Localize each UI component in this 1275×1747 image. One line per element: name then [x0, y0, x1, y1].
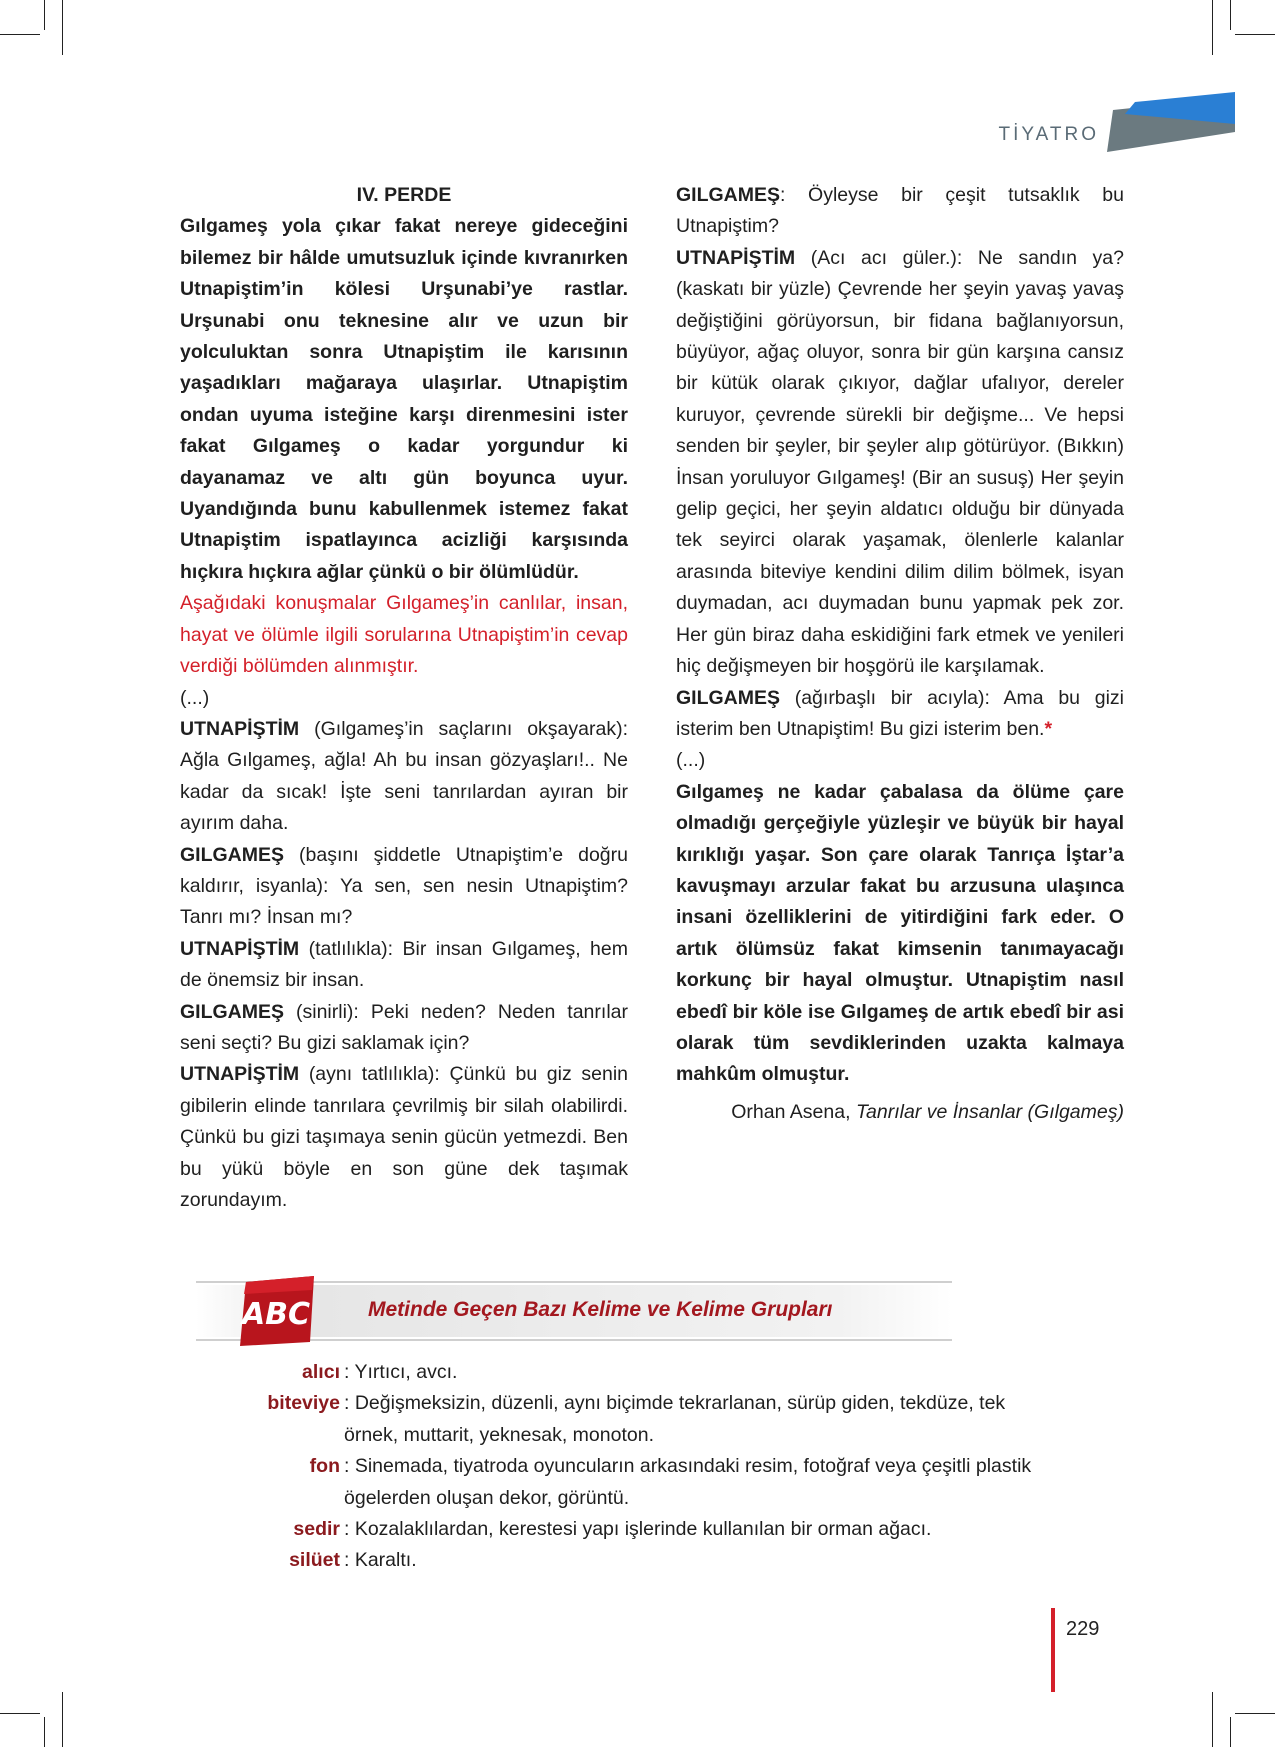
- page-number-bar: [1051, 1608, 1055, 1692]
- dialogue-line: [676, 243, 1124, 683]
- glossary-entry: [180, 1388, 1080, 1451]
- crop-mark: [1212, 0, 1213, 55]
- dialogue-line: [180, 840, 628, 934]
- page-number: 229: [1066, 1618, 1100, 1640]
- header-tab-graphic: [1095, 92, 1235, 152]
- dialogue-line: [180, 1059, 628, 1216]
- line-text: (tatlılıkla): Bir insan Gılgameş, hem de önemsiz bir insan.: [180, 937, 628, 992]
- right-column: [676, 180, 1124, 1128]
- speaker-name: UTNAPİŞTİM: [180, 717, 300, 740]
- line-text: (ağırbaşlı bir acıyla): Ama bu gizi isterim ben Utnapiştim! Bu gizi isterim ben.: [676, 686, 1124, 740]
- crop-mark: [1212, 1692, 1213, 1747]
- crop-mark: [1235, 1713, 1275, 1714]
- speaker-name: UTNAPİŞTİM: [180, 1063, 300, 1086]
- dialogue-line: [676, 180, 1124, 243]
- line-text: : Öyleyse bir çeşit tutsaklık bu Utnapiştim?: [676, 184, 1124, 238]
- crop-mark: [1230, 1717, 1231, 1747]
- source-author: Orhan Asena,: [731, 1100, 856, 1123]
- ellipsis: (...): [676, 749, 706, 772]
- glossary-entry: [180, 1357, 1080, 1388]
- dialogue-line: [180, 714, 628, 840]
- glossary-definition: : Değişmeksizin, düzenli, aynı biçimde tekrarlanan, sürüp giden, tekdüze, tek örnek, muttarit, yeknesak, monoton.: [344, 1392, 1006, 1446]
- glossary-definition: : Karaltı.: [344, 1549, 417, 1572]
- crop-mark: [44, 0, 45, 30]
- speaker-name: UTNAPİŞTİM: [180, 937, 300, 960]
- line-text: (Gılgameş’in saçlarını okşayarak): Ağla Gılgameş, ağla! Ah bu insan gözyaşları!.. Ne kadar da sıcak! İşte seni tanrılardan ayıran bir ayırım daha.: [180, 717, 628, 835]
- glossary-definition: : Kozalaklılardan, kerestesi yapı işlerinde kullanılan bir orman ağacı.: [344, 1518, 932, 1541]
- crop-mark: [1230, 0, 1231, 30]
- crop-mark: [0, 1713, 40, 1714]
- source-title: Tanrılar ve İnsanlar (Gılgameş): [855, 1100, 1124, 1123]
- abc-icon-letters: ABC: [241, 1297, 311, 1332]
- ellipsis: (...): [180, 686, 210, 709]
- act-summary: Gılgameş yola çıkar fakat nereye gideceğini bilemez bir hâlde umutsuzluk içinde kıvranırken Utnapiştim’in kölesi Urşunabi’ye rastlar. Urşunabi onu teknesine alır ve uzun bir yolculuktan sonra Utnapiştim ile karısının yaşadıkları mağaraya ulaşırlar. Utnapiştim ondan uyuma isteğine karşı direnmesini ister fakat Gılgameş o kadar yorgundur ki dayanamaz ve altı gün boyunca uyur. Uyandığında bunu kabullenmek istemez fakat Utnapiştim ispatlayınca acizliği karşısında hıçkıra hıçkıra ağlar çünkü o bir ölümlüdür.: [180, 215, 628, 583]
- crop-mark: [62, 0, 63, 55]
- glossary-entry: [180, 1514, 1080, 1545]
- vocabulary-title: Metinde Geçen Bazı Kelime ve Kelime Grupları: [368, 1298, 833, 1321]
- glossary-entry: [180, 1545, 1080, 1576]
- section-label: TİYATRO: [998, 124, 1099, 145]
- glossary: [180, 1357, 1080, 1577]
- crop-mark: [0, 34, 40, 35]
- dialogue-intro: Aşağıdaki konuşmalar Gılgameş’in canlılar, insan, hayat ve ölümle ilgili sorularına Utnapiştim’in cevap verdiği bölümden alınmıştır.: [180, 592, 628, 678]
- dialogue-line: [180, 934, 628, 997]
- line-text: (Acı acı güler.): Ne sandın ya? (kaskatı bir yüzle) Çevrende her şeyin yavaş yavaş değiştiğini görüyorsun, bir fidana bağlanıyorsun, büyüyor, ağaç oluyor, sonra bir gün karşına cansız bir kütük olarak çıkıyor, dağlar ufalıyor, dereler kuruyor, çevrende sürekli bir değişme... Ve hepsi senden bir şeyler, bir şeyler alıp götürüyor. (Bıkkın) İnsan yoruluyor Gılgameş! (Bir an susuş) Her şeyin gelip geçici, her şeyin aldatıcı olduğu bir dünyada tek seyirci olarak yaşamak, ölenlerle kalanlar arasında biteviye kendini dilim dilim bölmek, isyan duymadan, acı duymadan bunu yapmak pek zor. Her gün biraz daha eskidiğini fark etmek ve yenileri hiç değişmeyen bir hoşgörü ile karşılamak.: [676, 246, 1124, 678]
- footnote-asterisk: *: [1044, 717, 1053, 740]
- abc-icon: [236, 1276, 318, 1346]
- line-text: (sinirli): Peki neden? Neden tanrılar seni seçti? Bu gizi saklamak için?: [180, 1000, 628, 1054]
- speaker-name: GILGAMEŞ: [676, 686, 781, 709]
- act-conclusion: Gılgameş ne kadar çabalasa da ölüme çare olmadığı gerçeğiyle yüzleşir ve büyük bir hayal kırıklığı yaşar. Son çare olarak Tanrıça İştar’a kavuşmayı arzular fakat bu arzusuna ulaşınca insani özelliklerini de yitirdiğini fark eder. O artık ölümsüz fakat kimsenin tanımayacağı korkunç bir hayal olmuştur. Utnapiştim nasıl ebedî bir köle ise Gılgameş de artık ebedî bir asi olarak tüm sevdiklerinden uzakta kalmaya mahkûm olmuştur.: [676, 780, 1124, 1086]
- crop-mark: [1235, 34, 1275, 35]
- glossary-entry: [180, 1451, 1080, 1514]
- dialogue-line: [180, 997, 628, 1060]
- glossary-definition: : Yırtıcı, avcı.: [344, 1361, 458, 1383]
- speaker-name: GILGAMEŞ: [676, 184, 781, 206]
- left-column: [180, 180, 628, 1216]
- glossary-term: sedir: [293, 1518, 340, 1541]
- source-citation: [676, 1097, 1124, 1128]
- dialogue-line: [676, 683, 1124, 746]
- speaker-name: GILGAMEŞ: [180, 1000, 285, 1023]
- speaker-name: GILGAMEŞ: [180, 843, 285, 866]
- speaker-name: UTNAPİŞTİM: [676, 246, 796, 269]
- line-text: (başını şiddetle Utnapiştim’e doğru kaldırır, isyanla): Ya sen, sen nesin Utnapiştim? Tanrı mı? İnsan mı?: [180, 843, 628, 929]
- crop-mark: [44, 1717, 45, 1747]
- glossary-term: alıcı: [302, 1361, 340, 1383]
- glossary-term: silüet: [289, 1549, 340, 1572]
- line-text: (aynı tatlılıkla): Çünkü bu giz senin gibilerin elinde tanrılara çevrilmiş bir silah olabilirdi. Çünkü bu gizi taşımaya senin gücün yetmezdi. Ben bu yükü böyle en son güne dek taşımak zorundayım.: [180, 1063, 628, 1211]
- glossary-definition: : Sinemada, tiyatroda oyuncuların arkasındaki resim, fotoğraf veya çeşitli plastik ögelerden oluşan dekor, görüntü.: [344, 1455, 1032, 1509]
- crop-mark: [62, 1692, 63, 1747]
- glossary-term: biteviye: [267, 1392, 340, 1415]
- act-title: IV. PERDE: [356, 184, 452, 206]
- glossary-term: fon: [309, 1455, 340, 1478]
